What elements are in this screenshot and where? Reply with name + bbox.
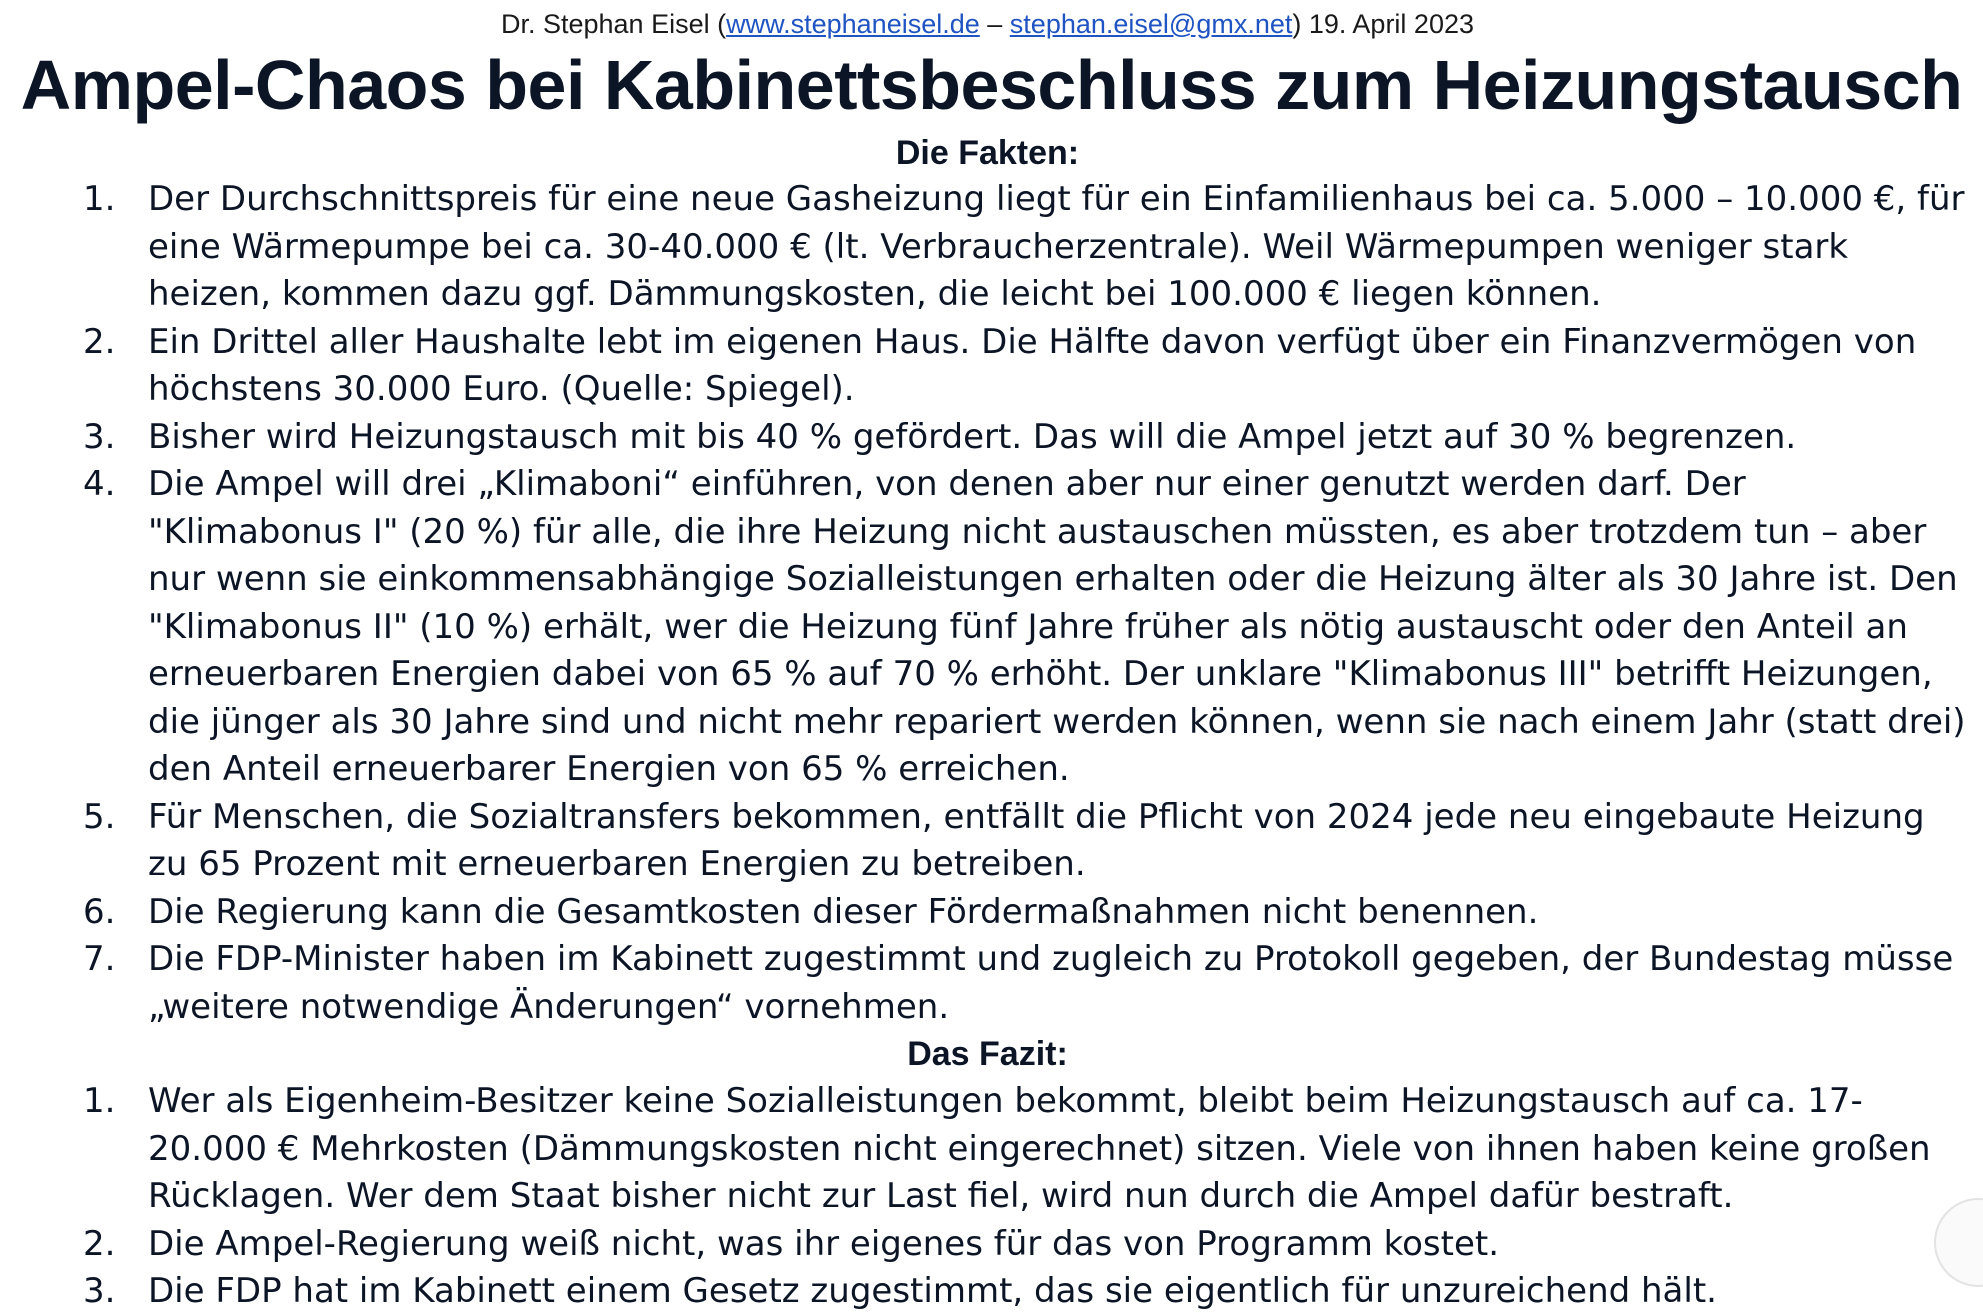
list-item-number: 3.	[83, 416, 116, 457]
email-link[interactable]: stephan.eisel@gmx.net	[1009, 9, 1293, 39]
author-line	[0, 8, 1975, 40]
list-item-text: Die FDP-Minister haben im Kabinett zugestimmt und zugleich zu Protokoll gegeben, der Bundestag müsse „weitere notwendige Änderungen“ vornehmen.	[148, 939, 1954, 1027]
facts-list	[0, 176, 1983, 1031]
list-item-number: 4.	[83, 464, 116, 504]
list-item-text: Die Ampel-Regierung weiß nicht, was ihr eigenes für das von Programm kostet.	[148, 1223, 1500, 1264]
list-item-number: 5.	[83, 796, 116, 837]
separator-dash: –	[979, 9, 1010, 39]
list-item	[0, 461, 1983, 794]
list-item-text: Ein Drittel aller Haushalte lebt im eigenen Haus. Die Hälfte davon verfügt über ein Finanzvermögen von höchstens 30.000 Euro. (Quelle: Spiegel).	[148, 321, 1917, 409]
list-item	[0, 794, 1983, 889]
conclusion-list	[0, 1078, 1983, 1316]
list-item	[0, 414, 1983, 462]
page-title: Ampel-Chaos bei Kabinettsbeschluss zum Heizungstausch	[20, 46, 1963, 124]
list-item-number: 7.	[83, 939, 116, 979]
list-item-number: 1.	[83, 1081, 116, 1121]
list-item-text: Für Menschen, die Sozialtransfers bekommen, entfällt die Pflicht von 2024 jede neu eingebaute Heizung zu 65 Prozent mit erneuerbaren Energien zu betreiben.	[148, 796, 1925, 884]
list-item-text: Die Ampel will drei „Klimaboni“ einführen, von denen aber nur einer genutzt werden darf. Der "Klimabonus I" (20 %) für alle, die ihre Heizung nicht austauschen müssten, es aber trotzdem tun – aber nur wenn sie einkommensabhängige Sozialleistungen erhalten oder die Heizung älter als 30 Jahre ist. Den "Klimabonus II" (10 %) erhält, wer die Heizung fünf Jahre früher als nötig austauscht oder den Anteil an erneuerbaren Energien dabei von 65 % auf 70 % erhöht. Der unklare "Klimabonus III" betrifft Heizungen, die jünger als 30 Jahre sind und nicht mehr repariert werden können, wenn sie nach einem Jahr (statt drei) den Anteil erneuerbarer Energien von 65 % erreichen.	[148, 464, 1966, 789]
list-item-text: Die Regierung kann die Gesamtkosten dieser Fördermaßnahmen nicht benennen.	[148, 891, 1539, 932]
publish-date: ) 19. April 2023	[1292, 9, 1474, 39]
list-item-number: 2.	[83, 321, 116, 362]
list-item-number: 3.	[83, 1271, 116, 1311]
list-item	[0, 936, 1983, 1031]
list-item-text: Wer als Eigenheim-Besitzer keine Sozialleistungen bekommt, bleibt beim Heizungstausch auf ca. 17-20.000 € Mehrkosten (Dämmungskosten nicht eingerechnet) sitzen. Viele von ihnen haben keine großen Rücklagen. Wer dem Staat bisher nicht zur Last fiel, wird nun durch die Ampel dafür bestraft.	[148, 1081, 1931, 1216]
list-item	[0, 1221, 1983, 1269]
website-link[interactable]: www.stephaneisel.de	[726, 9, 980, 39]
list-item-text: Die FDP hat im Kabinett einem Gesetz zugestimmt, das sie eigentlich für unzureichend hält.	[148, 1271, 1717, 1311]
list-item-text: Der Durchschnittspreis für eine neue Gasheizung liegt für ein Einfamilienhaus bei ca. 5.000 – 10.000 €, für eine Wärmepumpe bei ca. 30-40.000 € (lt. Verbraucherzentrale). Weil Wärmepumpen weniger stark heizen, kommen dazu ggf. Dämmungskosten, die leicht bei 100.000 € liegen können.	[148, 179, 1965, 314]
list-item-number: 6.	[83, 891, 116, 932]
list-item	[0, 889, 1983, 937]
author-name: Dr. Stephan Eisel (	[500, 9, 727, 39]
list-item-text: Bisher wird Heizungstausch mit bis 40 % gefördert. Das will die Ampel jetzt auf 30 % begrenzen.	[148, 416, 1797, 457]
list-item	[0, 319, 1983, 414]
list-item	[0, 1268, 1983, 1316]
list-item	[0, 176, 1983, 319]
conclusion-heading: Das Fazit:	[907, 1035, 1068, 1073]
list-item	[0, 1078, 1983, 1221]
list-item-number: 1.	[83, 179, 116, 219]
facts-heading: Die Fakten:	[895, 134, 1080, 172]
list-item-number: 2.	[83, 1223, 116, 1264]
